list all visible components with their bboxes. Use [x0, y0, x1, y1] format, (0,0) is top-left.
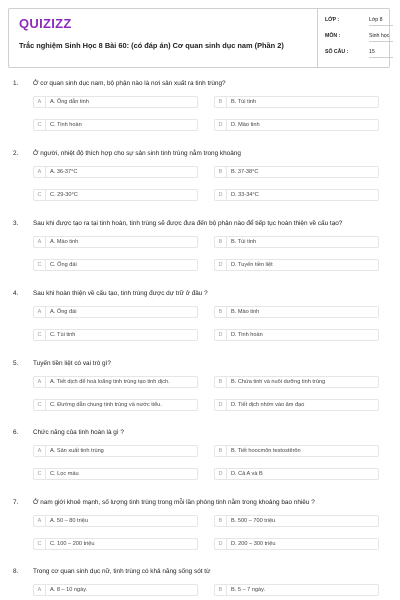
question-text: Ở nam giới khoẻ mạnh, số lượng tinh trùng trong mỗi lần phóng tinh nằm trong khoảng bao nhiêu ? [33, 499, 315, 506]
option-text: B. Mào tinh [231, 309, 260, 315]
option-letter-box: C [34, 120, 46, 130]
option-letter-box: A [34, 377, 46, 387]
meta-class-label: LỚP : [325, 17, 340, 23]
question-number: 5. [13, 360, 19, 367]
answer-option-a[interactable] [33, 515, 198, 527]
answer-option-c[interactable] [33, 259, 198, 271]
answer-option-a[interactable] [33, 445, 198, 457]
option-text: D. Tiết dịch nhờn vào âm đạo [231, 402, 305, 408]
meta-count-label: SỐ CÂU : [325, 49, 349, 55]
option-letter-box: C [34, 469, 46, 479]
option-text: A. Tiết dịch để hoà loãng tinh trùng tạo tinh dịch. [50, 379, 170, 385]
option-letter-box: B [215, 585, 227, 595]
answer-option-a[interactable] [33, 584, 198, 596]
option-text: B. Tiết hoocmôn testostêrôn [231, 448, 301, 454]
question-number: 8. [13, 568, 19, 575]
answer-option-a[interactable] [33, 96, 198, 108]
answer-option-b[interactable] [214, 584, 379, 596]
answer-option-c[interactable] [33, 399, 198, 411]
option-text: B. 5 – 7 ngày. [231, 587, 266, 593]
option-text: D. Tuyến tiền liệt [231, 262, 273, 268]
meta-subject-label: MÔN : [325, 33, 341, 39]
question-text: Tuyến tiền liệt có vai trò gì? [33, 360, 111, 367]
option-letter-box: A [34, 97, 46, 107]
option-letter-box: B [215, 307, 227, 317]
option-letter-box: B [215, 167, 227, 177]
option-letter-box: B [215, 97, 227, 107]
answer-option-b[interactable] [214, 96, 379, 108]
option-text: A. 50 – 80 triệu [50, 518, 88, 524]
answer-option-c[interactable] [33, 329, 198, 341]
option-letter-box: A [34, 237, 46, 247]
option-letter-box: D [215, 469, 227, 479]
meta-class-value: Lớp 8 [369, 17, 393, 26]
answer-option-d[interactable] [214, 259, 379, 271]
question-number: 2. [13, 150, 19, 157]
question-number: 6. [13, 429, 19, 436]
answer-option-b[interactable] [214, 445, 379, 457]
answer-option-b[interactable] [214, 515, 379, 527]
option-letter-box: C [34, 190, 46, 200]
option-text: A. Mào tinh [50, 239, 79, 245]
option-text: B. 37-38°C [231, 169, 259, 175]
answer-option-b[interactable] [214, 166, 379, 178]
option-letter-box: A [34, 516, 46, 526]
quizizz-logo: QUIZIZZ [19, 16, 72, 31]
option-letter-box: A [34, 585, 46, 595]
option-letter-box: A [34, 307, 46, 317]
option-text: C. Đường dẫn chung tinh trùng và nước tiểu. [50, 402, 162, 408]
question-text: Ở cơ quan sinh dục nam, bộ phận nào là nơi sản xuất ra tinh trùng? [33, 80, 226, 87]
option-letter-box: D [215, 330, 227, 340]
answer-option-d[interactable] [214, 329, 379, 341]
option-letter-box: C [34, 330, 46, 340]
option-text: D. Cả A và B [231, 471, 263, 477]
option-text: D. 200 – 300 triệu [231, 541, 276, 547]
option-letter-box: B [215, 377, 227, 387]
option-text: B. Túi tinh [231, 99, 257, 105]
answer-option-a[interactable] [33, 306, 198, 318]
question-text: Trong cơ quan sinh dục nữ, tinh trùng có khả năng sống sót từ [33, 568, 211, 575]
option-letter-box: D [215, 400, 227, 410]
option-letter-box: B [215, 237, 227, 247]
answer-option-c[interactable] [33, 468, 198, 480]
answer-option-b[interactable] [214, 236, 379, 248]
option-letter-box: D [215, 190, 227, 200]
answer-option-d[interactable] [214, 119, 379, 131]
answer-option-c[interactable] [33, 189, 198, 201]
answer-option-a[interactable] [33, 236, 198, 248]
answer-option-a[interactable] [33, 376, 198, 388]
option-text: C. Ống đái [50, 262, 77, 268]
question-number: 7. [13, 499, 19, 506]
option-text: C. Túi tinh [50, 332, 76, 338]
answer-option-c[interactable] [33, 119, 198, 131]
option-letter-box: A [34, 446, 46, 456]
option-text: C. Lọc máu [50, 471, 79, 477]
option-text: A. Ống dẫn tinh [50, 99, 89, 105]
option-text: D. Mào tinh [231, 122, 260, 128]
option-letter-box: B [215, 446, 227, 456]
answer-option-b[interactable] [214, 306, 379, 318]
answer-option-d[interactable] [214, 468, 379, 480]
option-letter-box: C [34, 539, 46, 549]
option-text: D. Tinh hoàn [231, 332, 263, 338]
answer-option-d[interactable] [214, 538, 379, 550]
option-text: B. 500 – 700 triệu [231, 518, 276, 524]
meta-count-value: 15 [369, 49, 393, 58]
question-number: 1. [13, 80, 19, 87]
option-text: C. 29-30°C [50, 192, 78, 198]
answer-option-d[interactable] [214, 399, 379, 411]
answer-option-b[interactable] [214, 376, 379, 388]
option-letter-box: C [34, 400, 46, 410]
option-letter-box: D [215, 539, 227, 549]
option-text: A. 36-37°C [50, 169, 78, 175]
header-divider [317, 9, 318, 67]
option-text: B. Túi tinh [231, 239, 257, 245]
option-letter-box: A [34, 167, 46, 177]
answer-option-c[interactable] [33, 538, 198, 550]
option-text: B. Chứa tinh và nuôi dưỡng tinh trùng [231, 379, 326, 385]
option-letter-box: C [34, 260, 46, 270]
option-text: D. 33-34°C [231, 192, 259, 198]
option-text: A. 8 – 10 ngày. [50, 587, 88, 593]
answer-option-a[interactable] [33, 166, 198, 178]
option-letter-box: D [215, 120, 227, 130]
worksheet-header [8, 8, 390, 68]
option-text: A. Ống đái [50, 309, 77, 315]
option-letter-box: B [215, 516, 227, 526]
question-text: Chức năng của tinh hoàn là gì ? [33, 429, 124, 436]
question-number: 3. [13, 220, 19, 227]
question-text: Sau khi được tạo ra tại tinh hoàn, tinh trùng sẽ được đưa đến bộ phận nào để tiếp tục hoàn thiện về cấu tạo? [33, 220, 343, 227]
worksheet-title: Trắc nghiệm Sinh Học 8 Bài 60: (có đáp án) Cơ quan sinh dục nam (Phần 2) [19, 41, 284, 50]
question-text: Sau khi hoàn thiện về cấu tạo, tinh trùng được dự trữ ở đâu ? [33, 290, 208, 297]
answer-option-d[interactable] [214, 189, 379, 201]
question-number: 4. [13, 290, 19, 297]
option-text: C. 100 – 200 triệu [50, 541, 95, 547]
meta-subject-value: Sinh học [369, 33, 393, 42]
option-text: C. Tinh hoàn [50, 122, 82, 128]
option-text: A. Sản xuất tinh trùng [50, 448, 104, 454]
option-letter-box: D [215, 260, 227, 270]
question-text: Ở người, nhiệt độ thích hợp cho sự sản sinh tinh trùng nằm trong khoảng [33, 150, 241, 157]
